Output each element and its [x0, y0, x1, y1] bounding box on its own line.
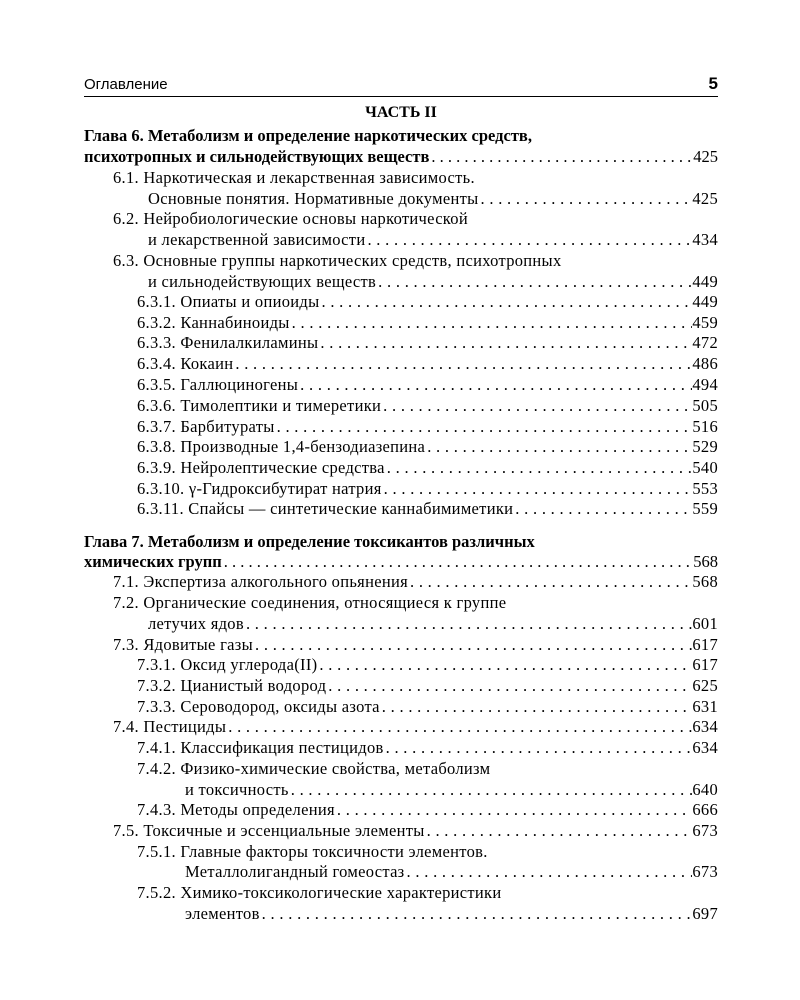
toc-entry-text: 7.5.2. Химико-токсикологические характеристики: [137, 883, 502, 902]
toc-entry-text: психотропных и сильнодействующих веществ: [84, 147, 430, 166]
dot-leader: [335, 800, 692, 820]
toc-subentry[interactable]: [137, 396, 718, 418]
dot-leader: [298, 375, 692, 395]
toc-subentry[interactable]: [137, 738, 718, 760]
toc-page-number: 459: [692, 313, 718, 332]
toc-entry[interactable]: [113, 572, 718, 594]
toc-page-number: 673: [692, 862, 718, 881]
toc-subentry[interactable]: [137, 499, 718, 521]
toc-subentry[interactable]: [137, 676, 718, 698]
dot-leader: [380, 697, 693, 717]
toc-subentry[interactable]: [185, 904, 718, 926]
toc-subentry[interactable]: [137, 313, 718, 335]
toc-page-number: 529: [692, 437, 718, 456]
toc-subentry[interactable]: [137, 697, 718, 719]
running-head: [84, 74, 718, 97]
toc-page-number: 559: [692, 499, 718, 518]
toc-subentry[interactable]: [137, 437, 718, 459]
dot-leader: [326, 676, 692, 696]
toc-page-number: 625: [692, 676, 718, 695]
toc-entry-text: 6.3.9. Нейролептические средства: [137, 458, 385, 477]
dot-leader: [260, 904, 693, 924]
toc-entry[interactable]: [148, 189, 718, 211]
toc-entry-text: Металлолигандный гомеостаз: [185, 862, 405, 881]
dot-leader: [385, 458, 693, 478]
dot-leader: [319, 292, 692, 312]
toc-subentry[interactable]: [137, 655, 718, 677]
dot-leader: [289, 780, 693, 800]
toc-page-number: 434: [692, 230, 718, 249]
dot-leader: [425, 821, 693, 841]
dot-leader: [376, 272, 692, 292]
toc-entry-text: 7.3.1. Оксид углерода(II): [137, 655, 318, 674]
toc-entry-text: и лекарственной зависимости: [148, 230, 366, 249]
toc-entry-text: 6.2. Нейробиологические основы наркотической: [113, 209, 468, 228]
toc-entry-text: элементов: [185, 904, 260, 923]
toc-entry-text: 6.1. Наркотическая и лекарственная зависимость.: [113, 168, 475, 187]
toc-chapter-heading[interactable]: [84, 126, 718, 148]
toc-page-number: 601: [692, 614, 718, 633]
toc-entry[interactable]: [148, 272, 718, 294]
part-title: ЧАСТЬ II: [365, 104, 437, 121]
toc-subentry[interactable]: [137, 458, 718, 480]
toc-entry[interactable]: [113, 209, 718, 231]
toc-page-number: 449: [692, 292, 718, 311]
dot-leader: [233, 354, 692, 374]
toc-page-number: 666: [692, 800, 718, 819]
toc-entry-text: 6.3.11. Спайсы — синтетические каннабимиметики: [137, 499, 514, 518]
toc-entry-text: и сильнодействующих веществ: [148, 272, 377, 291]
toc-entry-text: 6.3.4. Кокаин: [137, 354, 234, 373]
dot-leader: [290, 313, 693, 333]
toc-chapter-heading[interactable]: [84, 532, 718, 554]
dot-leader: [317, 655, 692, 675]
toc-entry[interactable]: [148, 614, 718, 636]
toc-subentry[interactable]: [137, 417, 718, 439]
toc-entry-text: 7.3.2. Цианистый водород: [137, 676, 327, 695]
toc-entry-text: 7.5.1. Главные факторы токсичности элементов.: [137, 842, 488, 861]
toc-subentry[interactable]: [137, 800, 718, 822]
toc-entry-text: 6.3. Основные группы наркотических средств, психотропных: [113, 251, 562, 270]
toc-subentry[interactable]: [137, 479, 718, 501]
toc-entry[interactable]: [113, 821, 718, 843]
dot-leader: [318, 333, 692, 353]
running-title: Оглавление: [84, 76, 168, 93]
toc-page-number: 568: [692, 572, 718, 591]
dot-leader: [244, 614, 692, 634]
toc-page-number: 634: [692, 738, 718, 757]
toc-page-number: 673: [692, 821, 718, 840]
toc-entry-text: 7.4. Пестициды: [113, 717, 227, 736]
toc-page-number: 617: [692, 655, 718, 674]
dot-leader: [384, 738, 693, 758]
toc-entry-text: 6.3.1. Опиаты и опиоиды: [137, 292, 320, 311]
toc-entry-text: 7.3. Ядовитые газы: [113, 635, 253, 654]
dot-leader: [513, 499, 692, 519]
toc-page-number: 617: [692, 635, 718, 654]
toc-entry-text: 7.1. Экспертиза алкогольного опьянения: [113, 572, 408, 591]
toc-entry-text: Глава 7. Метаболизм и определение токсикантов различных: [84, 532, 535, 551]
dot-leader: [408, 572, 692, 592]
toc-subentry[interactable]: [137, 292, 718, 314]
toc-entry[interactable]: [113, 251, 718, 273]
toc-page-number: 540: [692, 458, 718, 477]
page-number: 5: [708, 74, 718, 93]
toc-entry-text: 6.3.6. Тимолептики и тимеретики: [137, 396, 382, 415]
dot-leader: [253, 635, 692, 655]
toc-entry[interactable]: [148, 230, 718, 252]
toc-entry-text: 6.3.5. Галлюциногены: [137, 375, 299, 394]
toc-entry-text: 6.3.7. Барбитураты: [137, 417, 275, 436]
toc-entry-text: 6.3.2. Каннабиноиды: [137, 313, 290, 332]
toc-entry-text: 6.3.3. Фенилалкиламины: [137, 333, 319, 352]
toc-entry[interactable]: [113, 635, 718, 657]
toc-chapter-heading[interactable]: [84, 147, 718, 169]
dot-leader: [365, 230, 692, 250]
toc-subentry[interactable]: [137, 883, 718, 905]
toc-subentry[interactable]: [137, 375, 718, 397]
toc-entry[interactable]: [113, 593, 718, 615]
dot-leader: [405, 862, 693, 882]
toc-subentry[interactable]: [137, 354, 718, 376]
toc-entry[interactable]: [113, 168, 718, 190]
toc-page-number: 553: [692, 479, 718, 498]
toc-page-number: 494: [692, 375, 718, 394]
dot-leader: [429, 147, 693, 167]
toc-page-number: 634: [692, 717, 718, 736]
toc-subentry[interactable]: [137, 333, 718, 355]
toc-page-number: 425: [692, 189, 718, 208]
toc-chapter-heading[interactable]: [84, 552, 718, 574]
toc-page-number: 486: [692, 354, 718, 373]
dot-leader: [222, 552, 693, 572]
toc-entry-text: Глава 6. Метаболизм и определение наркотических средств,: [84, 126, 532, 145]
toc-subentry[interactable]: [185, 780, 718, 802]
dot-leader: [425, 437, 692, 457]
dot-leader: [226, 717, 692, 737]
toc-subentry[interactable]: [137, 842, 718, 864]
toc-subentry[interactable]: [137, 759, 718, 781]
toc-page-number: 516: [692, 417, 718, 436]
toc-page-number: 640: [692, 780, 718, 799]
toc-entry-text: 7.3.3. Сероводород, оксиды азота: [137, 697, 380, 716]
toc-page-number: 631: [692, 697, 718, 716]
dot-leader: [275, 417, 693, 437]
toc-entry-text: 7.4.3. Методы определения: [137, 800, 335, 819]
toc-entry-text: Основные понятия. Нормативные документы: [148, 189, 479, 208]
dot-leader: [381, 396, 692, 416]
toc-page-number: 697: [692, 904, 718, 923]
dot-leader: [382, 479, 693, 499]
toc-entry-text: 6.3.8. Производные 1,4-бензодиазепина: [137, 437, 426, 456]
toc-entry-text: 7.4.2. Физико-химические свойства, метаболизм: [137, 759, 491, 778]
toc-page-number: 472: [692, 333, 718, 352]
toc-entry-text: 7.2. Органические соединения, относящиеся к группе: [113, 593, 507, 612]
toc-page-number: 505: [692, 396, 718, 415]
toc-page-number: 449: [692, 272, 718, 291]
toc-entry-text: 7.5. Токсичные и эссенциальные элементы: [113, 821, 425, 840]
toc-entry-text: 6.3.10. γ-Гидроксибутират натрия: [137, 479, 382, 498]
toc-entry[interactable]: [113, 717, 718, 739]
dot-leader: [479, 189, 693, 209]
toc-entry-text: летучих ядов: [148, 614, 244, 633]
toc-subentry[interactable]: [185, 862, 718, 884]
toc-entry-text: химических групп: [84, 552, 222, 571]
toc-entry-text: 7.4.1. Классификация пестицидов: [137, 738, 384, 757]
toc-entry-text: и токсичность: [185, 780, 289, 799]
toc-page-number: 425: [693, 147, 718, 166]
toc-page-number: 568: [693, 552, 718, 571]
